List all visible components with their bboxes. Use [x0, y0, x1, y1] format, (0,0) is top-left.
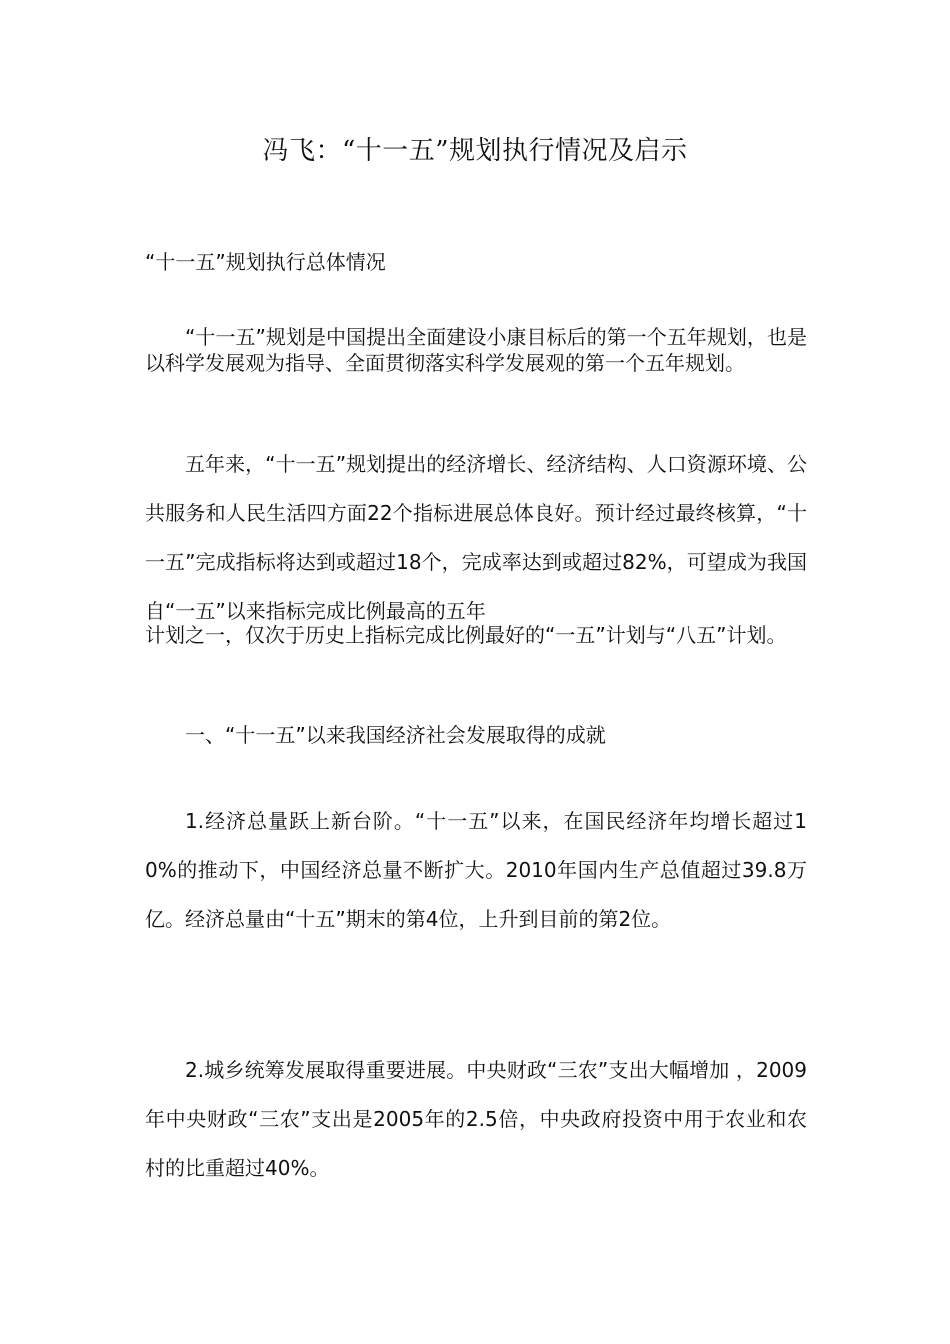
- paragraph-overview-part1: 五年来，“十一五”规划提出的经济增长、经济结构、人口资源环境、公共服务和人民生活四方面22个指标进展总体良好。预计经过最终核算，“十一五”完成指标将达到或超过18个，完成率达到或超过82%，可望成为我国自“一五”以来指标完成比例最高的五年: [145, 452, 807, 623]
- heading-achievements: 一、“十一五”以来我国经济社会发展取得的成就: [185, 723, 606, 747]
- paragraph-economy-total: 1.经济总量跃上新台阶。“十一五”以来，在国民经济年均增长超过10%的推动下，中国经济总量不断扩大。2010年国内生产总值超过39.8万亿。经济总量由“十五”期末的第4位，上升到目前的第2位。: [145, 809, 807, 931]
- document-title: 冯飞：“十一五”规划执行情况及启示: [262, 136, 688, 166]
- section-heading: “十一五”规划执行总体情况: [145, 250, 386, 274]
- paragraph-urban-rural: 2.城乡统筹发展取得重要进展。中央财政“三农”支出大幅增加 ，2009年中央财政“三农”支出是2005年的2.5倍，中央政府投资中用于农业和农村的比重超过40%。: [145, 1058, 807, 1180]
- paragraph-intro: “十一五”规划是中国提出全面建设小康目标后的第一个五年规划，也是以科学发展观为指导、全面贯彻落实科学发展观的第一个五年规划。: [145, 325, 807, 375]
- paragraph-overview-part2: 计划之一，仅次于历史上指标完成比例最好的“一五”计划与“八五”计划。: [145, 623, 787, 647]
